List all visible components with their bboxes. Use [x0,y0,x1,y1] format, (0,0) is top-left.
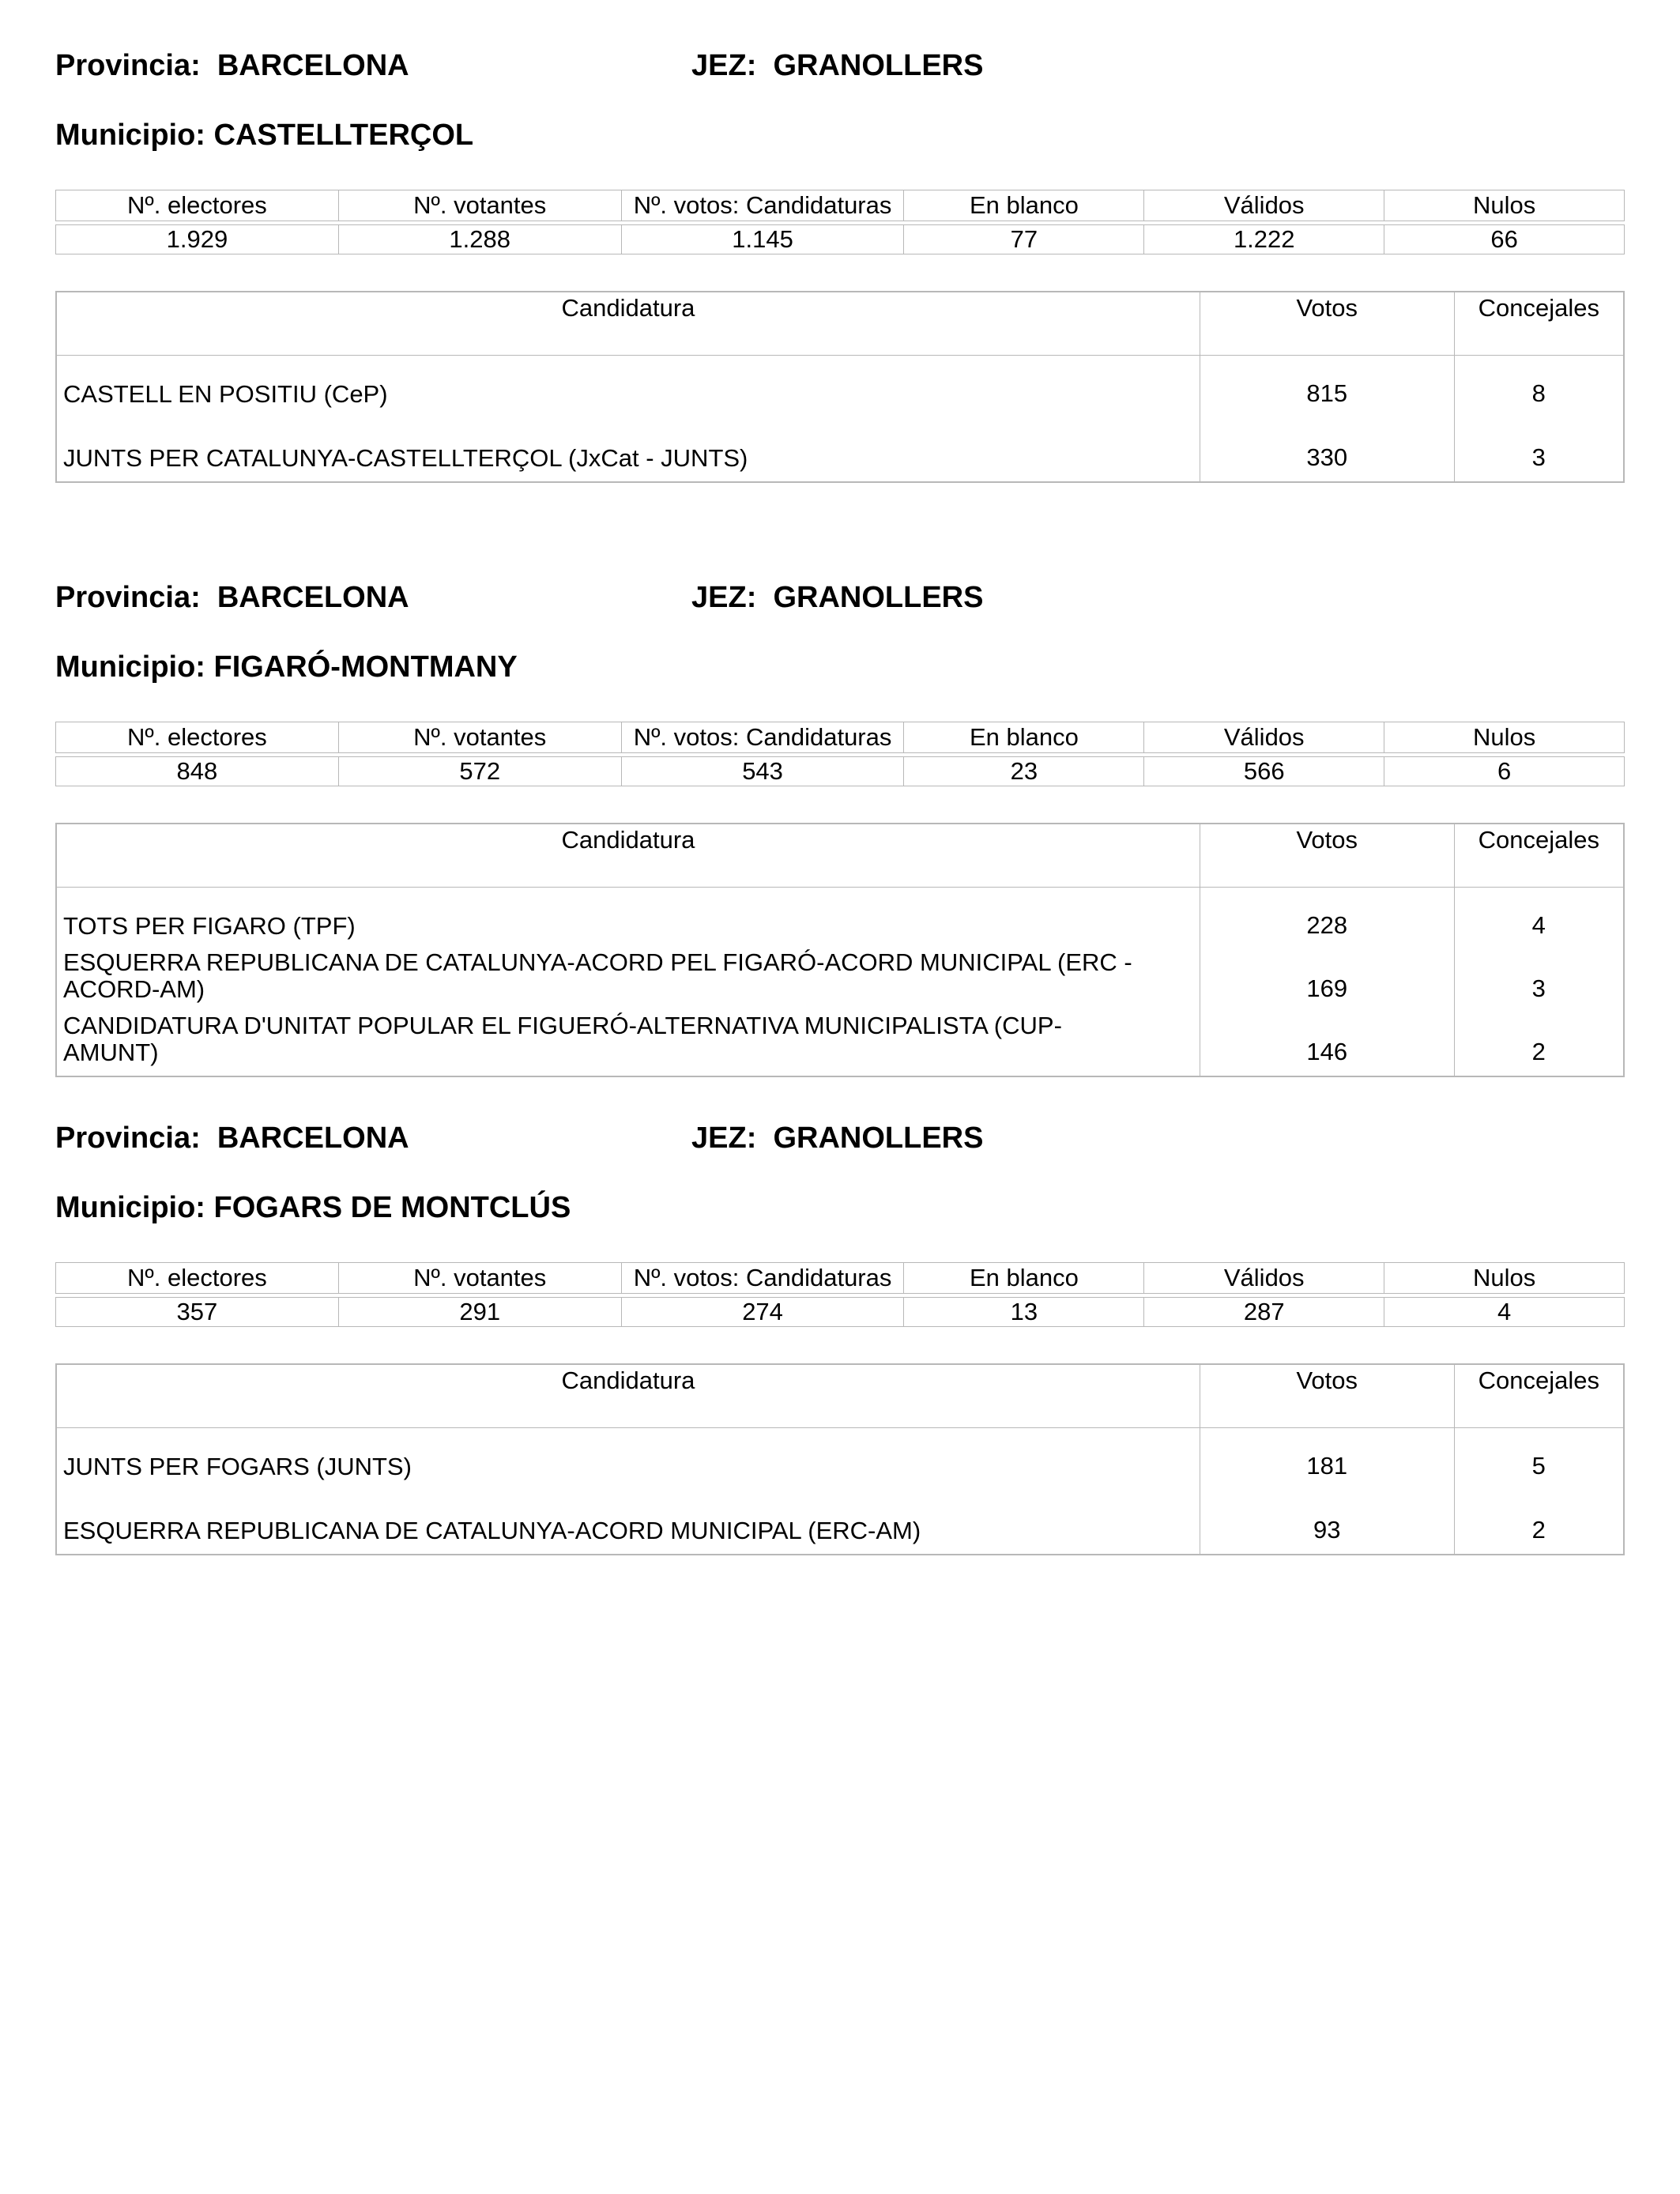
stats-value-cell: 6 [1384,757,1625,786]
candidaturas-table [55,1363,1625,1555]
candidatura-votos: 815 [1200,356,1454,418]
stats-table [55,1262,1625,1327]
stats-value-cell: 572 [338,757,621,786]
stats-header-cell: En blanco [904,190,1144,221]
candidatura-concejales: 2 [1531,1038,1546,1065]
stats-header-row [56,722,1625,753]
municipio-section [55,49,1625,483]
concejales-header: Concejales [1454,1364,1624,1428]
provincia-heading: Provincia: BARCELONA [55,49,409,82]
section-header [55,1122,1625,1161]
stats-value-cell: 77 [904,225,1144,254]
candidatura-votos: 169 [1200,949,1454,1012]
candidatura-header: Candidatura [56,1364,1200,1428]
candidaturas-header-row [56,292,1624,356]
stats-value-cell: 1.929 [56,225,339,254]
stats-value-cell: 1.288 [338,225,621,254]
stats-header-cell: Nº. votos: Candidaturas [621,1263,904,1294]
stats-table [55,190,1625,254]
candidaturas-header-row [56,1364,1624,1428]
candidatura-header: Candidatura [56,824,1200,888]
candidatura-votos: 330 [1200,417,1454,482]
stats-value-cell: 1.222 [1144,225,1384,254]
stats-header-cell: Nulos [1384,722,1625,753]
stats-value-row [56,225,1625,254]
concejales-header: Concejales [1454,824,1624,888]
candidatura-row [56,1490,1624,1555]
stats-header-cell: En blanco [904,1263,1144,1294]
candidatura-row [56,417,1624,482]
municipio-section [55,1122,1625,1555]
stats-value-row [56,757,1625,786]
concejales-header: Concejales [1454,292,1624,356]
candidaturas-table [55,291,1625,483]
candidatura-votos: 146 [1200,1012,1454,1076]
stats-value-cell: 13 [904,1298,1144,1327]
jez-heading: JEZ: GRANOLLERS [691,49,984,82]
stats-header-cell: Válidos [1144,722,1384,753]
candidatura-name: TOTS PER FIGARO (TPF) [56,888,1200,950]
stats-value-cell: 4 [1384,1298,1625,1327]
stats-value-cell: 543 [621,757,904,786]
stats-header-cell: Nº. electores [56,722,339,753]
stats-value-cell: 848 [56,757,339,786]
candidatura-row [56,888,1624,950]
jez-heading: JEZ: GRANOLLERS [691,581,984,614]
section-header [55,49,1625,89]
municipio-heading: Municipio: FIGARÓ-MONTMANY [55,650,518,684]
candidatura-concejales: 2 [1531,1516,1546,1544]
stats-value-cell: 566 [1144,757,1384,786]
stats-header-cell: Nº. votos: Candidaturas [621,722,904,753]
stats-value-cell: 357 [56,1298,339,1327]
municipio-heading: Municipio: FOGARS DE MONTCLÚS [55,1191,571,1224]
candidatura-row [56,1012,1624,1076]
candidaturas-table [55,823,1625,1077]
stats-header-cell: Nulos [1384,190,1625,221]
candidatura-name: JUNTS PER FOGARS (JUNTS) [56,1428,1200,1491]
stats-value-cell: 66 [1384,225,1625,254]
candidatura-header: Candidatura [56,292,1200,356]
candidatura-name: ESQUERRA REPUBLICANA DE CATALUNYA-ACORD PEL FIGARÓ-ACORD MUNICIPAL (ERC - ACORD-AM) [56,949,1200,1012]
provincia-heading: Provincia: BARCELONA [55,1122,409,1155]
stats-header-cell: Nº. votos: Candidaturas [621,190,904,221]
candidatura-name: ESQUERRA REPUBLICANA DE CATALUNYA-ACORD MUNICIPAL (ERC-AM) [56,1490,1200,1555]
candidatura-concejales: 5 [1531,1452,1546,1480]
stats-header-cell: Nº. votantes [338,722,621,753]
stats-value-cell: 1.145 [621,225,904,254]
municipio-section [55,581,1625,1077]
stats-header-cell: Nº. electores [56,1263,339,1294]
candidatura-row [56,356,1624,418]
stats-header-cell: En blanco [904,722,1144,753]
candidatura-name: CANDIDATURA D'UNITAT POPULAR EL FIGUERÓ-ALTERNATIVA MUNICIPALISTA (CUP-AMUNT) [56,1012,1200,1076]
stats-value-cell: 287 [1144,1298,1384,1327]
stats-header-cell: Nº. electores [56,190,339,221]
stats-header-cell: Nº. votantes [338,190,621,221]
stats-table [55,722,1625,786]
provincia-heading: Provincia: BARCELONA [55,581,409,614]
jez-heading: JEZ: GRANOLLERS [691,1122,984,1155]
candidatura-name: CASTELL EN POSITIU (CeP) [56,356,1200,418]
municipio-heading: Municipio: CASTELLTERÇOL [55,119,474,152]
stats-header-row [56,1263,1625,1294]
candidatura-votos: 228 [1200,888,1454,950]
candidatura-concejales: 3 [1531,443,1546,471]
candidatura-row [56,949,1624,1012]
stats-header-cell: Válidos [1144,1263,1384,1294]
candidatura-concejales: 8 [1531,379,1546,407]
candidatura-votos: 93 [1200,1490,1454,1555]
stats-header-row [56,190,1625,221]
candidatura-row [56,1428,1624,1491]
votos-header: Votos [1200,824,1454,888]
candidatura-name: JUNTS PER CATALUNYA-CASTELLTERÇOL (JxCat - JUNTS) [56,417,1200,482]
stats-value-cell: 291 [338,1298,621,1327]
stats-value-cell: 274 [621,1298,904,1327]
candidatura-concejales: 4 [1531,911,1546,939]
stats-header-cell: Válidos [1144,190,1384,221]
votos-header: Votos [1200,292,1454,356]
stats-header-cell: Nulos [1384,1263,1625,1294]
stats-header-cell: Nº. votantes [338,1263,621,1294]
stats-value-cell: 23 [904,757,1144,786]
candidatura-concejales: 3 [1531,974,1546,1002]
votos-header: Votos [1200,1364,1454,1428]
candidatura-votos: 181 [1200,1428,1454,1491]
stats-value-row [56,1298,1625,1327]
section-header [55,581,1625,620]
candidaturas-header-row [56,824,1624,888]
